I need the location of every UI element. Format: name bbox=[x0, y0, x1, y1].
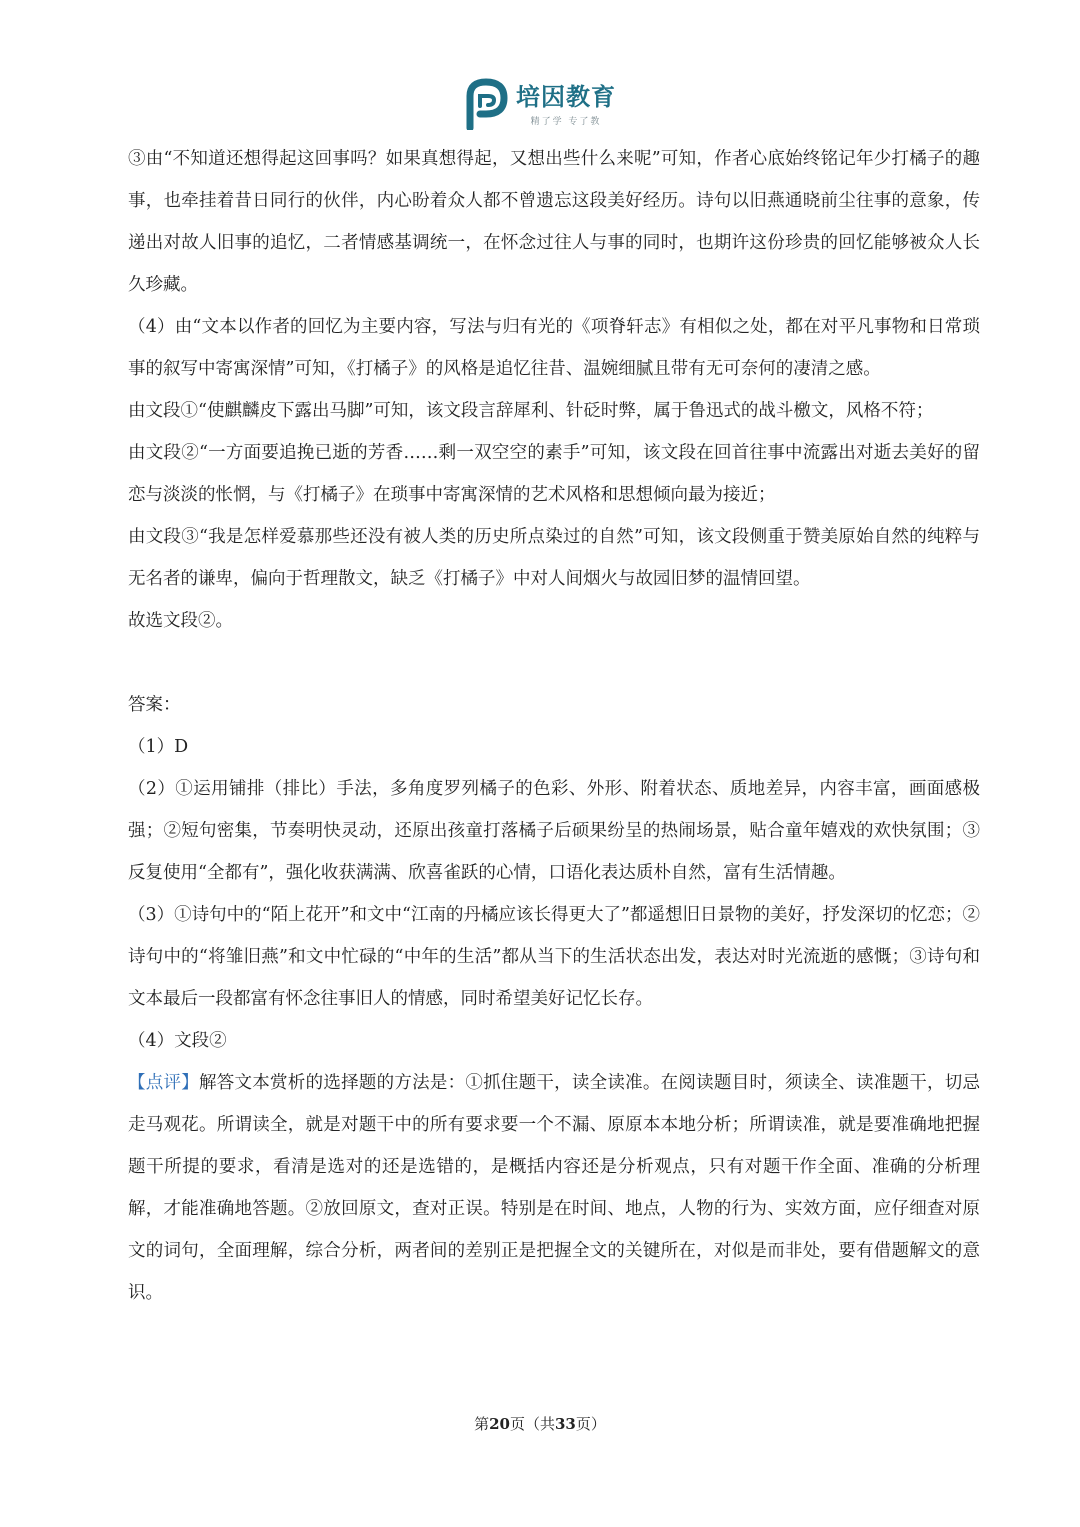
page-header bbox=[0, 78, 1080, 138]
comment-text: 解答文本赏析的选择题的方法是：①抓住题干，读全读准。在阅读题目时，须读全、读准题干，切忌走马观花。所谓读全，就是对题干中的所有要求要一个不漏、原原本本地分析；所谓读准，就是要准确地把握题干所提的要求，看清是选对的还是选错的，是概括内容还是分析观点，只有对题干作全面、准确的分析理解，才能准确地答题。②放回原文，查对正误。特别是在时间、地点，人物的行为、实效方面，应仔细查对原文的词句，全面理解，综合分析，两者间的差别正是把握全文的关键所在，对似是而非处，要有借题解文的意识。 bbox=[128, 1073, 981, 1303]
brand-logo bbox=[464, 78, 616, 130]
analysis-paragraph: 由文段①“使麒麟皮下露出马脚”可知，该文段言辞犀利、针砭时弊，属于鲁迅式的战斗檄文，风格不符； bbox=[128, 401, 934, 421]
answer-item: （2）①运用铺排（排比）手法，多角度罗列橘子的色彩、外形、附着状态、质地差异，内容丰富，画面感极强；②短句密集，节奏明快灵动，还原出孩童打落橘子后硕果纷呈的热闹场景，贴合童年嬉戏的欢快氛围；③反复使用“全都有”，强化收获满满、欣喜雀跃的心情，口语化表达质朴自然，富有生活情趣。 bbox=[128, 779, 980, 883]
analysis-paragraph: （4）由“文本以作者的回忆为主要内容，写法与归有光的《项脊轩志》有相似之处，都在对平凡事物和日常琐事的叙写中寄寓深情”可知，《打橘子》的风格是追忆往昔、温婉细腻且带有无可奈何的凄清之感。 bbox=[128, 317, 980, 379]
page-number: 20 bbox=[489, 1415, 510, 1433]
spacer bbox=[128, 642, 980, 684]
page-content bbox=[128, 138, 980, 1314]
comment-paragraph bbox=[128, 1062, 980, 1314]
page-suffix: 页） bbox=[575, 1415, 606, 1433]
answer-label: 答案： bbox=[128, 695, 181, 715]
analysis-paragraph: ③由“不知道还想得起这回事吗？如果真想得起，又想出些什么来呢”可知，作者心底始终铭记年少打橘子的趣事，也牵挂着昔日同行的伙伴，内心盼着众人都不曾遗忘这段美好经历。诗句以旧燕通晓前尘往事的意象，传递出对故人旧事的追忆，二者情感基调统一，在怀念过往人与事的同时，也期许这份珍贵的回忆能够被众人长久珍藏。 bbox=[128, 149, 980, 295]
analysis-paragraph: 由文段③“我是怎样爱慕那些还没有被人类的历史所点染过的自然”可知，该文段侧重于赞美原始自然的纯粹与无名者的谦卑，偏向于哲理散文，缺乏《打橘子》中对人间烟火与故园旧梦的温情回望。 bbox=[128, 527, 980, 589]
brand-name: 培因教育 bbox=[516, 82, 616, 111]
p-logo-icon bbox=[464, 78, 508, 130]
page-prefix: 第 bbox=[474, 1415, 490, 1433]
page-footer bbox=[0, 1413, 1080, 1434]
analysis-paragraph: 由文段②“一方面要追挽已逝的芳香……剩一双空空的素手”可知，该文段在回首往事中流露出对逝去美好的留恋与淡淡的怅惘，与《打橘子》在琐事中寄寓深情的艺术风格和思想倾向最为接近； bbox=[128, 443, 980, 505]
page-total: 33 bbox=[555, 1415, 576, 1433]
answer-item: （4）文段② bbox=[128, 1031, 227, 1051]
answer-item: （3）①诗句中的“陌上花开”和文中“江南的丹橘应该长得更大了”都遥想旧日景物的美好，抒发深切的忆恋；②诗句中的“将雏旧燕”和文中忙碌的“中年的生活”都从当下的生活状态出发，表达对时光流逝的感慨；③诗句和文本最后一段都富有怀念往事旧人的情感，同时希望美好记忆长存。 bbox=[128, 905, 980, 1009]
comment-tag: 【点评】 bbox=[128, 1073, 200, 1093]
analysis-paragraph: 故选文段②。 bbox=[128, 611, 233, 631]
page-mid: 页（共 bbox=[509, 1415, 555, 1433]
brand-slogan: 精了学 专了教 bbox=[530, 116, 602, 127]
answer-item: （1）D bbox=[128, 737, 189, 757]
